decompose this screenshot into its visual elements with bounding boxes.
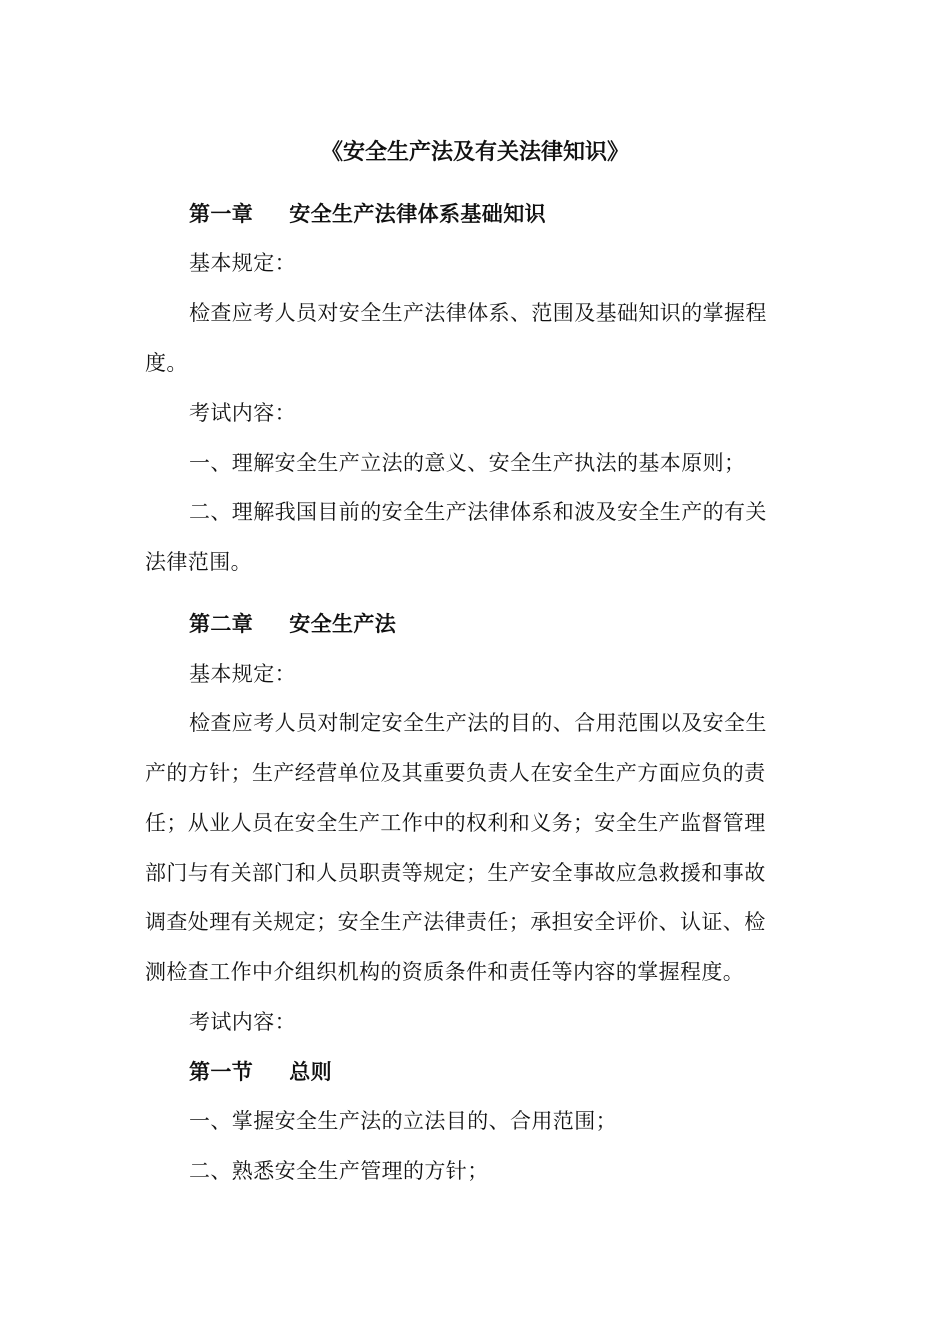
chapter1-exam-label: 考试内容： <box>189 401 296 425</box>
chapter2-number: 第二章 <box>189 611 254 636</box>
chapter1-basic-text-line: 检查应考人员对安全生产法律体系、范围及基础知识的掌握程 <box>189 301 767 325</box>
chapter2-basic-text-line: 测检查工作中介组织机构的资质条件和责任等内容的掌握程度。 <box>145 960 745 984</box>
chapter1-basic-label: 基本规定： <box>189 251 296 275</box>
section1-heading <box>189 1059 839 1085</box>
section1-item-2: 二、熟悉安全生产管理的方针； <box>189 1159 489 1183</box>
chapter2-basic-text-line: 调查处理有关规定；安全生产法律责任；承担安全评价、认证、检 <box>145 910 766 934</box>
chapter1-item-2-cont: 法律范围。 <box>145 550 252 574</box>
chapter2-basic-label: 基本规定： <box>189 662 296 686</box>
chapter2-basic-text-line: 检查应考人员对制定安全生产法的目的、合用范围以及安全生 <box>189 711 767 735</box>
section1-item-1: 一、掌握安全生产法的立法目的、合用范围； <box>189 1109 617 1133</box>
section1-name: 总则 <box>289 1059 333 1084</box>
chapter2-name: 安全生产法 <box>289 611 397 636</box>
chapter2-heading <box>189 611 839 637</box>
chapter2-basic-text-line: 部门与有关部门和人员职责等规定；生产安全事故应急救援和事故 <box>145 861 766 885</box>
chapter2-exam-label: 考试内容： <box>189 1010 296 1034</box>
chapter1-heading <box>189 201 839 227</box>
chapter1-basic-text-line: 度。 <box>145 351 188 375</box>
chapter1-name: 安全生产法律体系基础知识 <box>289 201 547 226</box>
chapter1-item-2: 二、理解我国目前的安全生产法律体系和波及安全生产的有关 <box>189 500 767 524</box>
chapter2-basic-text-line: 产的方针；生产经营单位及其重要负责人在安全生产方面应负的责 <box>145 761 766 785</box>
chapter1-number: 第一章 <box>189 201 254 226</box>
document-title: 《安全生产法及有关法律知识》 <box>320 139 629 165</box>
section1-number: 第一节 <box>189 1059 254 1084</box>
chapter1-item-1: 一、理解安全生产立法的意义、安全生产执法的基本原则； <box>189 451 746 475</box>
chapter2-basic-text-line: 任；从业人员在安全生产工作中的权利和义务；安全生产监督管理 <box>145 811 766 835</box>
